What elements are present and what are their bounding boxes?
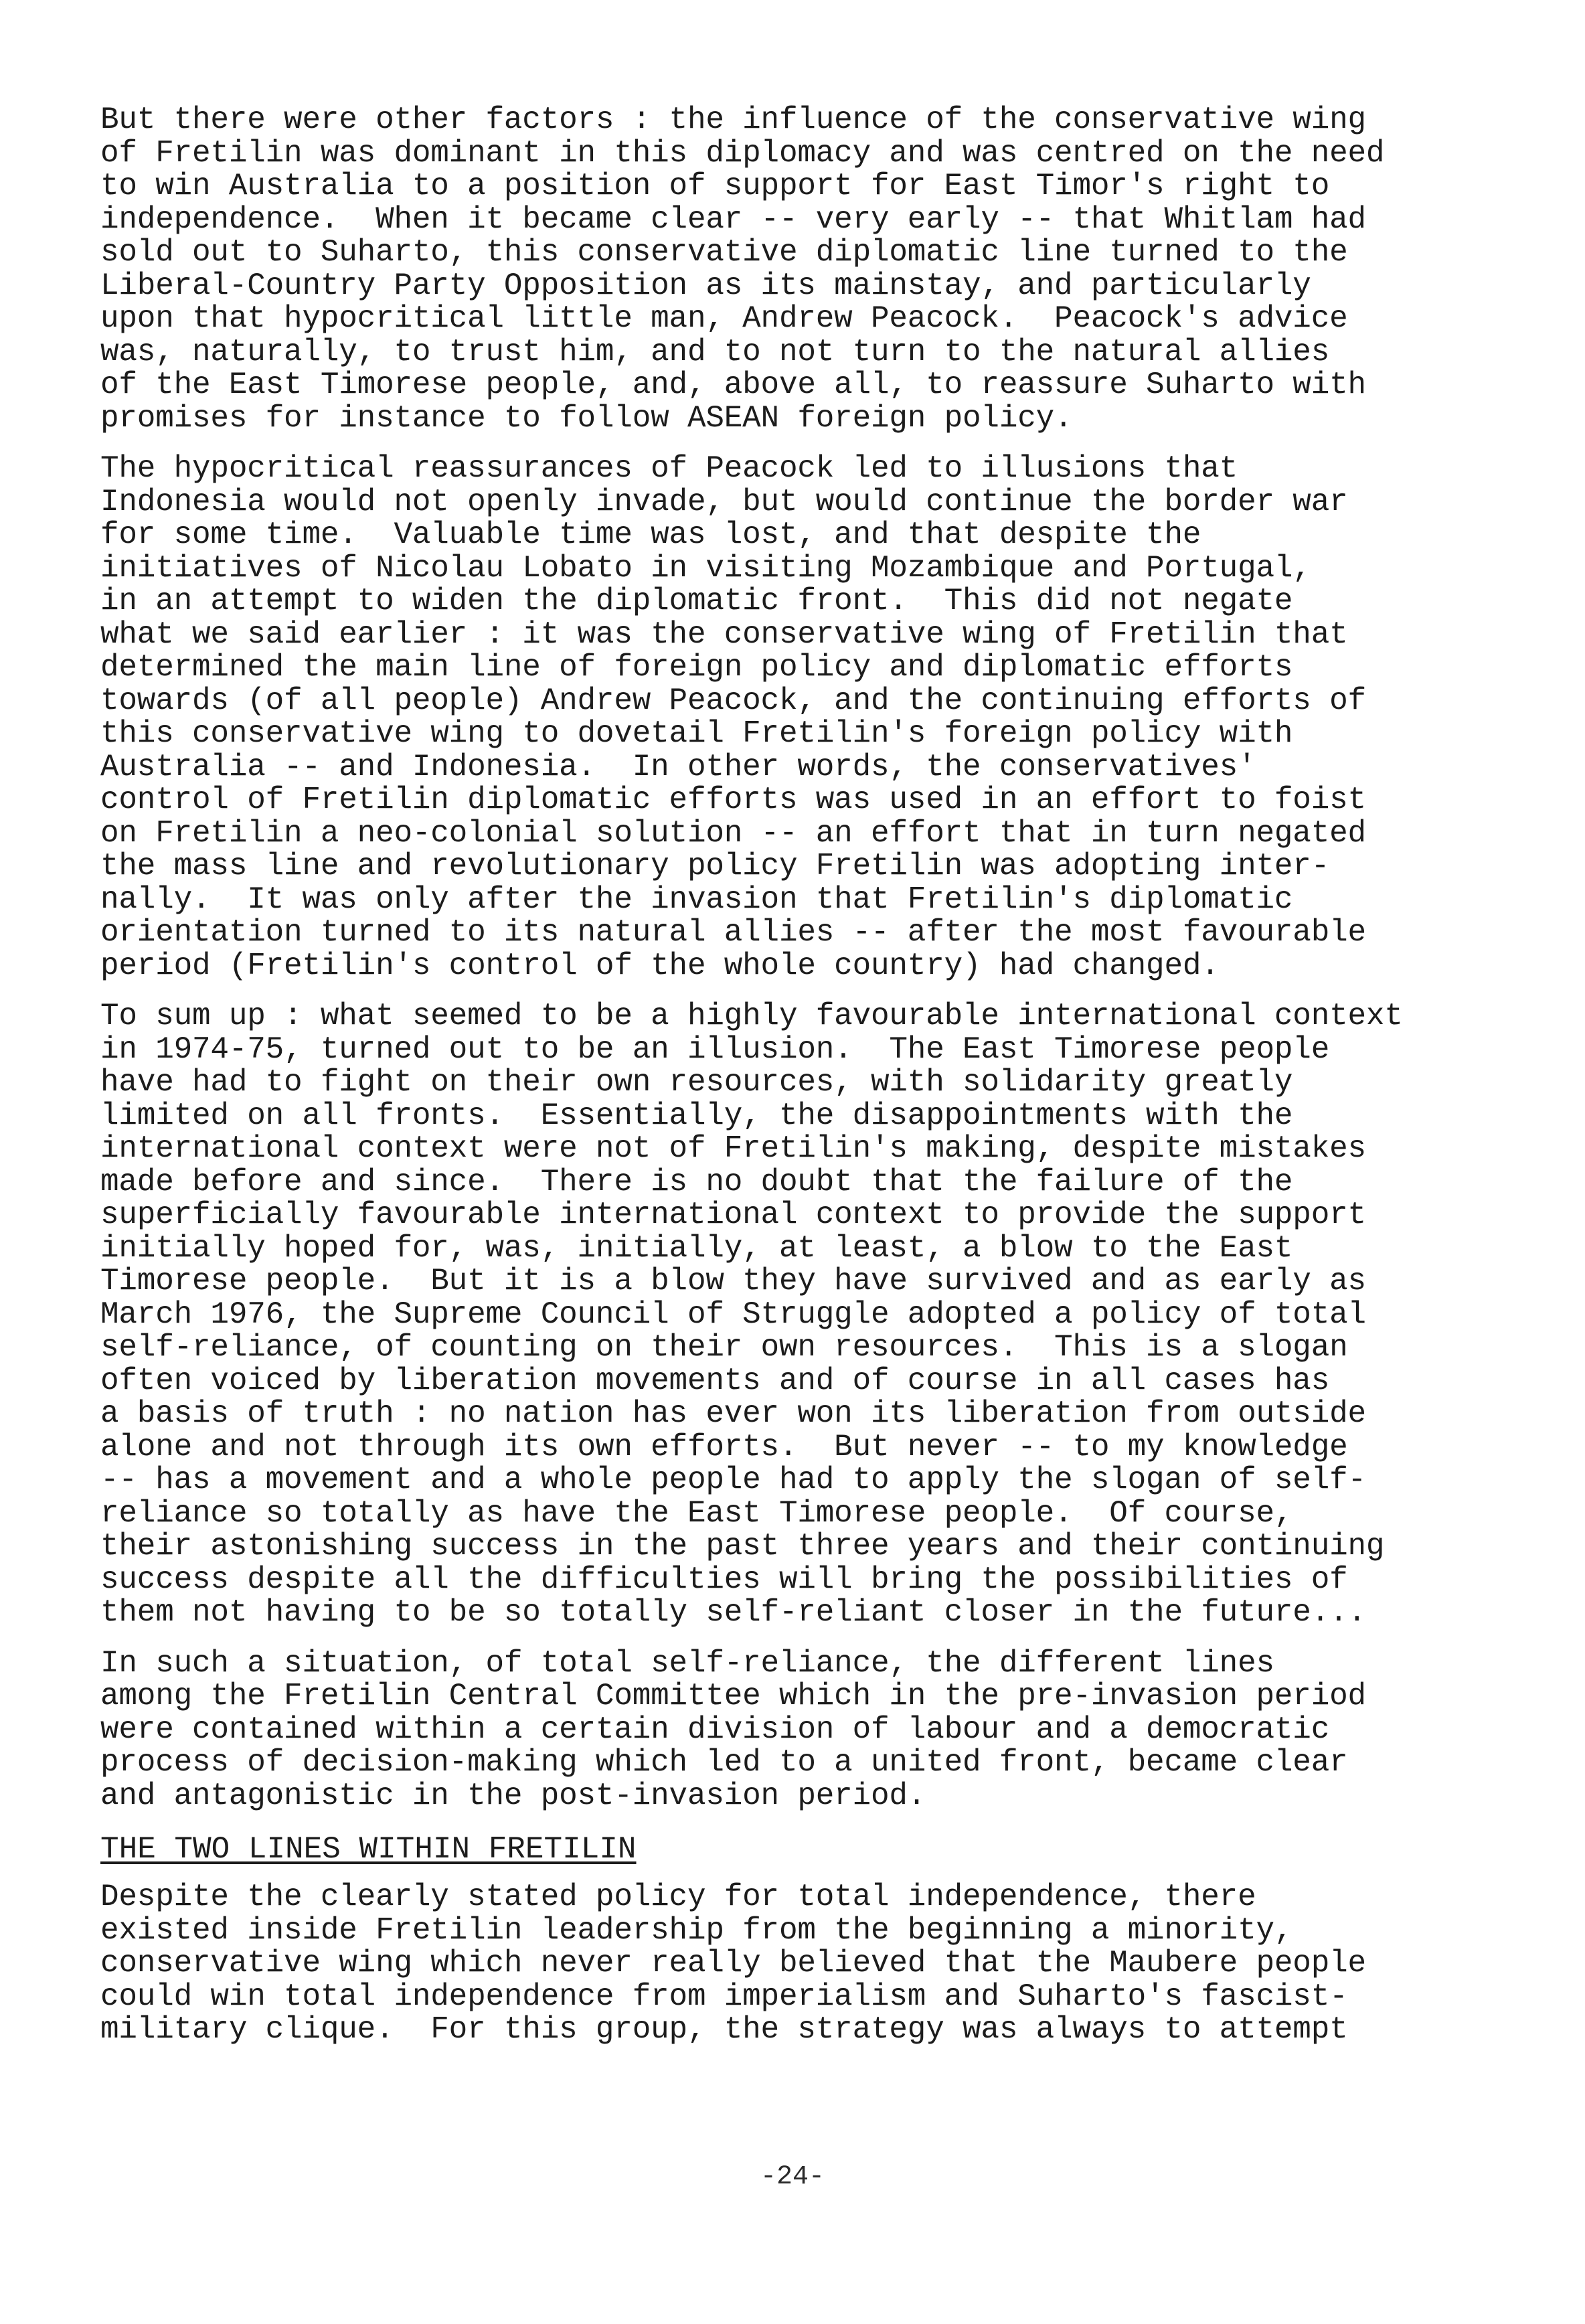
page-number: -24- [760, 2162, 825, 2192]
document-page [100, 104, 1533, 2064]
paragraph-reassurances: The hypocritical reassurances of Peacock led to illusions that Indonesia would not openly invade, but would continue the border war for some time. Valuable time was lost, and that despite the initiatives of Nicolau Lobato in visiting Mozambique and Portugal, in an attempt to widen the diplomatic front. This did not negate what we said earlier : it was the conservative wing of Fretilin that determined the main line of foreign policy and diplomatic efforts towards (of all people) Andrew Peacock, and the continuing efforts of this conservative wing to dovetail Fretilin's foreign policy with Australia -- and Indonesia. In other words, the conservatives' control of Fretilin diplomatic efforts was used in an effort to foist on Fretilin a neo-colonial solution -- an effort that in turn negated the mass line and revolutionary policy Fretilin was adopting inter- nally. It was only after the invasion that Fretilin's diplomatic orientation turned to its natural allies -- after the most favourable period (Fretilin's control of the whole country) had changed. [100, 451, 1366, 983]
paragraph-self-reliance: In such a situation, of total self-reliance, the different lines among the Fretilin Central Committee which in the pre-invasion period were contained within a certain division of labour and a democratic process of decision-making which led to a united front, became clear and antagonistic in the post-invasion period. [100, 1645, 1366, 1813]
paragraph-sum-up: To sum up : what seemed to be a highly favourable international context in 1974-75, turned out to be an illusion. The East Timorese people have had to fight on their own resources, with solidarity greatly limited on all fronts. Essentially, the disappointments with the international context were not of Fretilin's making, despite mistakes made before and since. There is no doubt that the failure of the superficially favourable international context to provide the support initially hoped for, was, initially, at least, a blow to the East Timorese people. But it is a blow they have survived and as early as March 1976, the Supreme Council of Struggle adopted a policy of total self-reliance, of counting on their own resources. This is a slogan often voiced by liberation movements and of course in all cases has a basis of truth : no nation has ever won its liberation from outside alone and not through its own efforts. But never -- to my knowledge -- has a movement and a whole people had to apply the slogan of self- reliance so totally as have the East Timorese people. Of course, their astonishing success in the past three years and their continuing success despite all the difficulties will bring the possibilities of them not having to be so totally self-reliant closer in the future... [100, 999, 1403, 1630]
paragraph-two-lines: Despite the clearly stated policy for total independence, there existed inside Fretilin leadership from the beginning a minority, conservative wing which never really believed that the Maubere people could win total independence from imperialism and Suharto's fascist- military clique. For this group, the strategy was always to attempt [100, 1880, 1366, 2047]
paragraph-factors: But there were other factors : the influence of the conservative wing of Fretilin was dominant in this diplomacy and was centred on the need to win Australia to a position of support for East Timor's right to independence. When it became clear -- very early -- that Whitlam had sold out to Suharto, this conservative diplomatic line turned to the Liberal-Country Party Opposition as its mainstay, and particularly upon that hypocritical little man, Andrew Peacock. Peacock's advice was, naturally, to trust him, and to not turn to the natural allies of the East Timorese people, and, above all, to reassure Suharto with promises for instance to follow ASEAN foreign policy. [100, 102, 1385, 436]
section-heading: THE TWO LINES WITHIN FRETILIN [100, 1832, 637, 1867]
